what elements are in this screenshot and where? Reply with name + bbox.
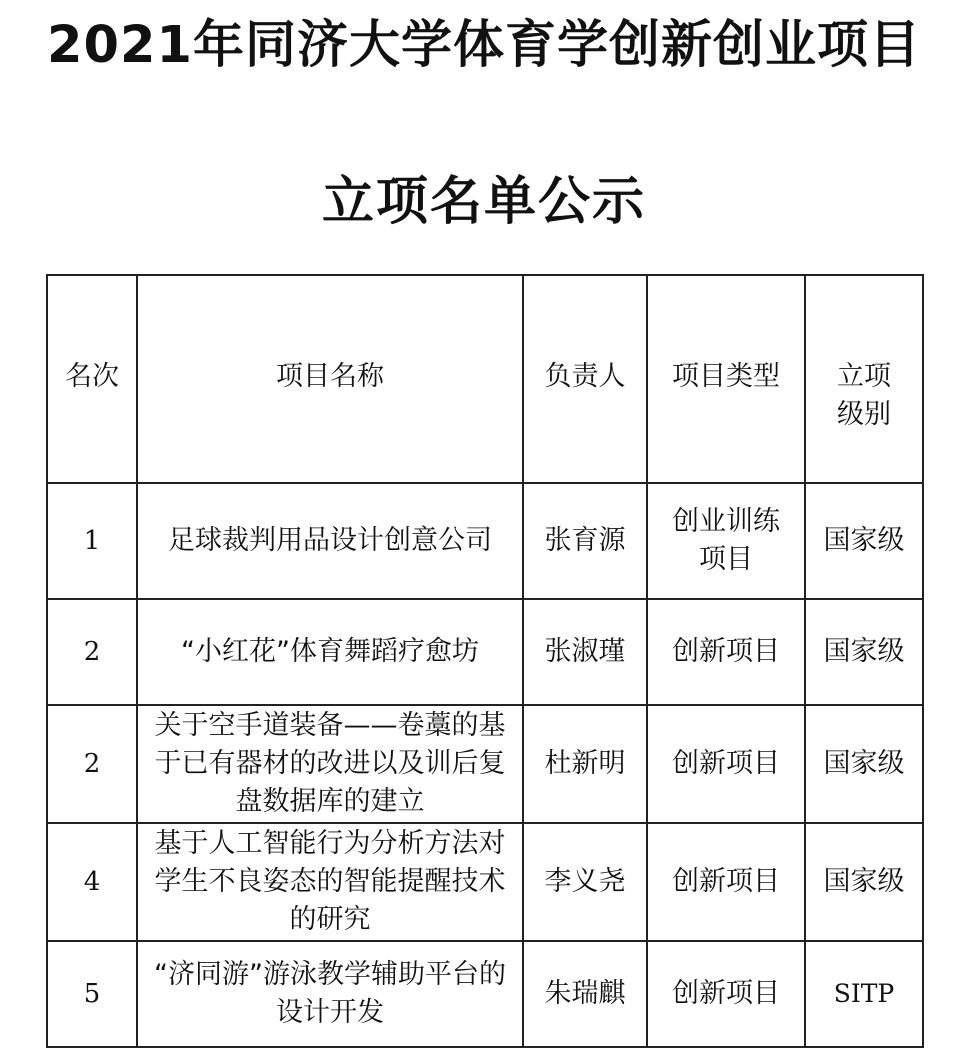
row-project-name: “济同游”游泳教学辅助平台的设计开发: [137, 941, 523, 1047]
table-row: [47, 705, 923, 823]
row-project-name: 基于人工智能行为分析方法对学生不良姿态的智能提醒技术的研究: [137, 823, 523, 941]
header-leader: 负责人: [523, 275, 647, 483]
row-project-name: “小红花”体育舞蹈疗愈坊: [137, 599, 523, 705]
header-project-name: 项目名称: [137, 275, 523, 483]
document-title-line2: 立项名单公示: [321, 172, 646, 232]
row-rank: 5: [47, 941, 137, 1047]
row-leader: 张淑瑾: [523, 599, 647, 705]
row-leader: 朱瑞麒: [523, 941, 647, 1047]
row-leader: 杜新明: [523, 705, 647, 823]
row-project-name: 足球裁判用品设计创意公司: [137, 483, 523, 599]
row-leader: 张育源: [523, 483, 647, 599]
row-project-type: 创新项目: [647, 941, 805, 1047]
row-leader: 李义尧: [523, 823, 647, 941]
header-rank: 名次: [47, 275, 137, 483]
row-project-type: 创新项目: [647, 599, 805, 705]
row-project-type: 创业训练项目: [647, 483, 805, 599]
row-project-name: 关于空手道装备——卷藁的基于已有器材的改进以及训后复盘数据库的建立: [137, 705, 523, 823]
row-rank: 1: [47, 483, 137, 599]
table-row: [47, 941, 923, 1047]
project-list-table: [46, 274, 924, 1048]
row-rank: 2: [47, 599, 137, 705]
row-level: 国家级: [805, 823, 923, 941]
row-rank: 2: [47, 705, 137, 823]
header-project-type: 项目类型: [647, 275, 805, 483]
row-level: 国家级: [805, 599, 923, 705]
row-project-type: 创新项目: [647, 705, 805, 823]
row-rank: 4: [47, 823, 137, 941]
table-row: [47, 483, 923, 599]
table-row: [47, 823, 923, 941]
row-level: 国家级: [805, 483, 923, 599]
document-title-line1: 2021年同济大学体育学创新创业项目: [47, 16, 921, 75]
row-level: SITP: [805, 941, 923, 1047]
row-project-type: 创新项目: [647, 823, 805, 941]
header-level: 立项级别: [805, 275, 923, 483]
table-row: [47, 599, 923, 705]
row-level: 国家级: [805, 705, 923, 823]
table-header-row: [47, 275, 923, 483]
